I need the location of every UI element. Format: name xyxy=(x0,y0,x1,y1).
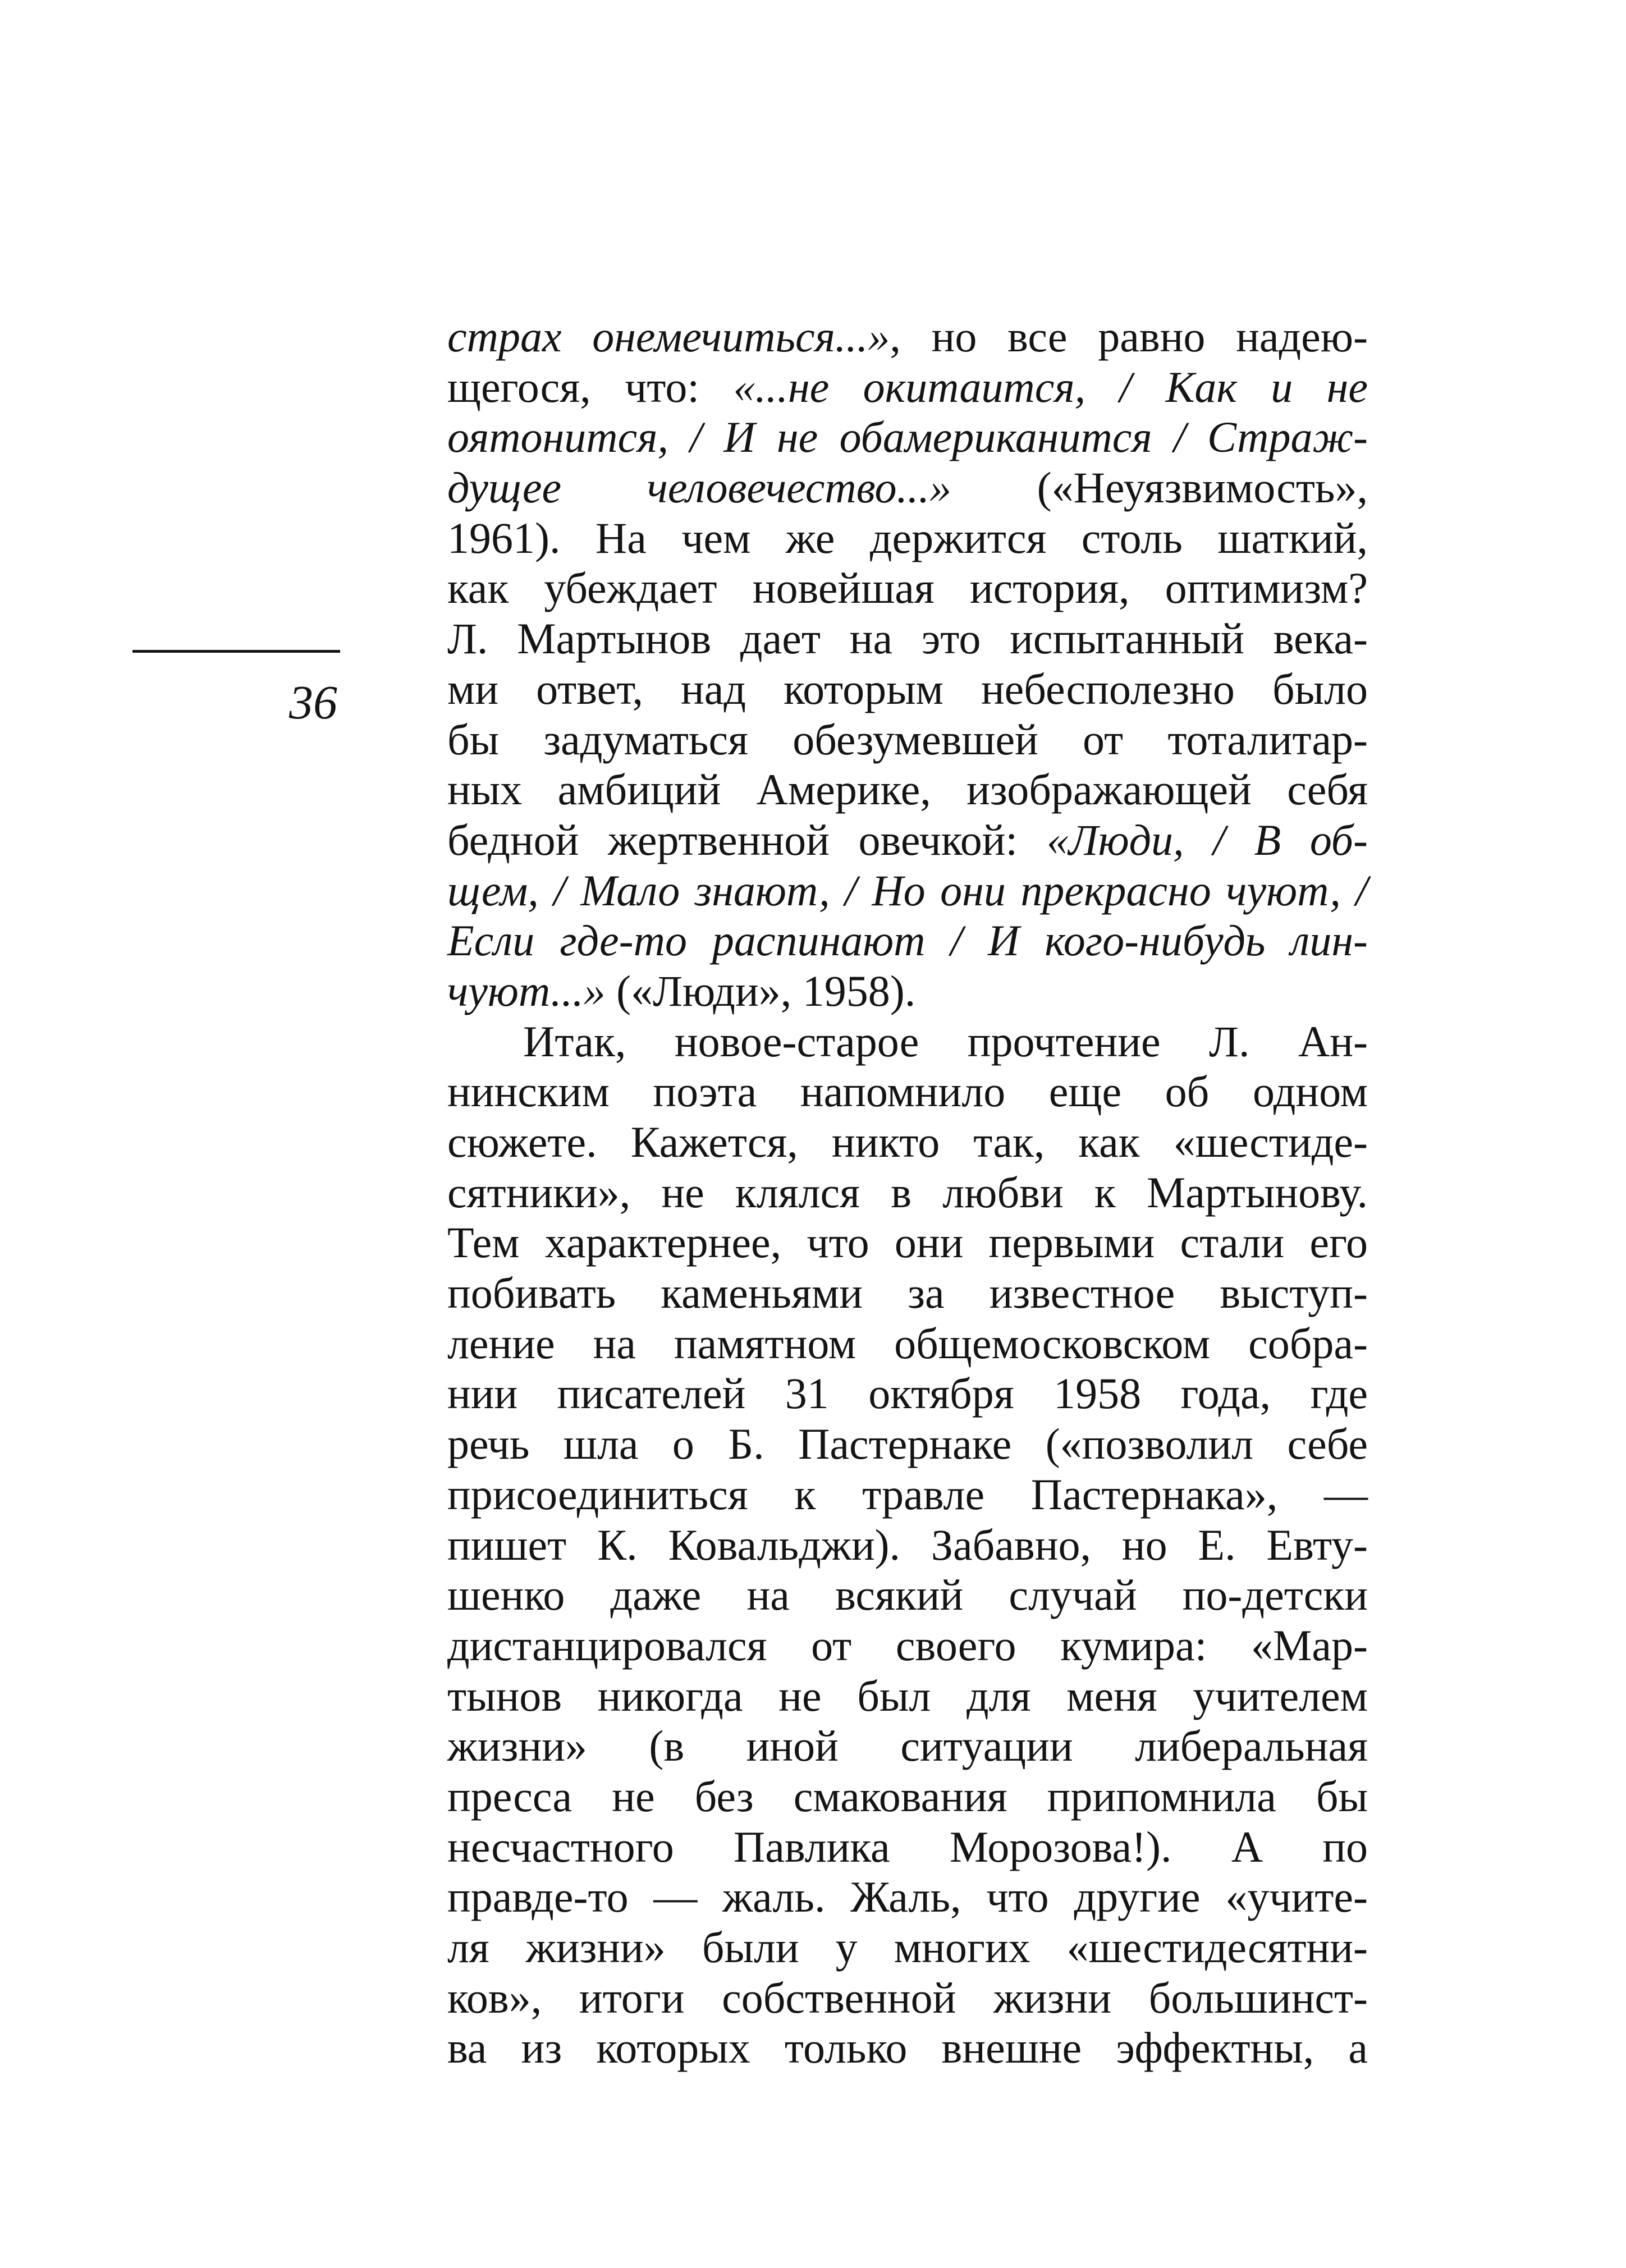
text-line xyxy=(447,1520,1368,1570)
text-fragment: правде-то — жаль. Жаль, что другие «учите- xyxy=(447,1872,1368,1922)
text-line xyxy=(447,966,1368,1016)
text-fragment: нинским поэта напомнило еще об одном xyxy=(447,1067,1368,1116)
text-line xyxy=(447,1922,1368,1973)
text-line xyxy=(447,412,1368,462)
text-fragment: («Люди», 1958). xyxy=(605,966,916,1015)
text-fragment: ление на памятном общемосковском собра- xyxy=(447,1318,1368,1368)
text-fragment: несчастного Павлика Морозова!). А по xyxy=(447,1822,1368,1871)
text-fragment: как убеждает новейшая история, оптимизм? xyxy=(447,563,1368,613)
text-fragment: Тем характернее, что они первыми стали его xyxy=(447,1218,1368,1267)
text-fragment: пресса не без смакования припомнила бы xyxy=(447,1771,1368,1821)
text-line xyxy=(447,513,1368,563)
text-line xyxy=(447,664,1368,714)
text-line xyxy=(447,1368,1368,1419)
text-fragment: побивать каменьями за известное выступ- xyxy=(447,1268,1368,1318)
text-fragment: нии писателей 31 октября 1958 года, где xyxy=(447,1369,1368,1418)
text-line xyxy=(447,613,1368,664)
quote-fragment: оятонится, / И не обамериканится / Страж- xyxy=(447,413,1368,462)
text-fragment: жизни» (в иной ситуации либеральная xyxy=(447,1721,1368,1771)
text-fragment: шенко даже на всякий случай по-детски xyxy=(447,1570,1368,1620)
text-fragment: («Неуязвимость», xyxy=(951,463,1368,512)
text-fragment: пишет К. Ковальджи). Забавно, но Е. Евту- xyxy=(447,1520,1368,1569)
text-line xyxy=(447,2023,1368,2073)
margin-rule xyxy=(132,650,340,653)
text-line xyxy=(447,462,1368,513)
text-line xyxy=(447,915,1368,966)
text-fragment: щегося, что: xyxy=(447,362,734,411)
page-number: 36 xyxy=(289,675,337,729)
quote-fragment: дущее человечество...» xyxy=(447,463,952,512)
text-line xyxy=(447,563,1368,613)
text-fragment: тынов никогда не был для меня учителем xyxy=(447,1671,1368,1720)
text-line xyxy=(447,1419,1368,1469)
text-fragment: сюжете. Кажется, никто так, как «шестиде- xyxy=(447,1117,1368,1166)
text-line xyxy=(447,1268,1368,1318)
text-line xyxy=(447,362,1368,413)
text-fragment: бедной жертвенной овечкой: xyxy=(447,815,1047,864)
text-line xyxy=(447,1771,1368,1822)
text-line xyxy=(447,865,1368,916)
text-fragment: присоединиться к травле Пастернака», — xyxy=(447,1469,1368,1519)
text-line xyxy=(447,1217,1368,1268)
text-line xyxy=(447,1872,1368,1922)
quote-fragment: Если где-то распинают / И кого-нибудь лин- xyxy=(447,916,1368,965)
body-text xyxy=(447,311,1368,2073)
text-fragment: ми ответ, над которым небесполезно было xyxy=(447,664,1368,713)
text-fragment: ва из которых только внешне эффектны, а xyxy=(447,2023,1368,2073)
text-line xyxy=(447,815,1368,865)
text-fragment: дистанцировался от своего кумира: «Мар- xyxy=(447,1620,1368,1670)
text-line xyxy=(447,1117,1368,1167)
text-line xyxy=(447,1570,1368,1620)
quote-fragment: «Люди, / В об- xyxy=(1046,815,1368,864)
text-fragment: сятники», не клялся в любви к Мартынову. xyxy=(447,1167,1368,1217)
text-line xyxy=(447,1016,1368,1067)
quote-fragment: чуют...» xyxy=(447,966,606,1015)
text-fragment: ных амбиций Америке, изображающей себя xyxy=(447,765,1368,814)
text-line xyxy=(447,1167,1368,1218)
text-line xyxy=(447,1318,1368,1369)
text-fragment: ля жизни» были у многих «шестидесятни- xyxy=(447,1923,1368,1972)
text-line xyxy=(447,1671,1368,1721)
text-fragment: бы задуматься обезумевшей от тоталитар- xyxy=(447,714,1368,764)
text-fragment: 1961). На чем же держится столь шаткий, xyxy=(447,513,1368,562)
text-line xyxy=(447,1066,1368,1117)
text-fragment: Л. Мартынов дает на это испытанный века- xyxy=(447,614,1368,663)
text-fragment: Итак, новое-старое прочтение Л. Ан- xyxy=(523,1016,1368,1066)
quote-fragment: щем, / Мало знают, / Но они прекрасно чуют, / xyxy=(447,865,1368,915)
text-line xyxy=(447,1469,1368,1520)
text-line xyxy=(447,1822,1368,1872)
text-fragment: ков», итоги собственной жизни большинст- xyxy=(447,1973,1368,2022)
text-line xyxy=(447,1721,1368,1771)
quote-fragment: «...не окитаится, / Как и не xyxy=(733,362,1368,411)
text-line xyxy=(447,1973,1368,2023)
text-line xyxy=(447,311,1368,362)
text-line xyxy=(447,1620,1368,1671)
text-fragment: , но все равно надею- xyxy=(890,312,1368,361)
quote-fragment: страх онемечиться...» xyxy=(447,312,890,361)
text-line xyxy=(447,764,1368,815)
text-line xyxy=(447,714,1368,765)
text-fragment: речь шла о Б. Пастернаке («позволил себе xyxy=(447,1419,1368,1469)
